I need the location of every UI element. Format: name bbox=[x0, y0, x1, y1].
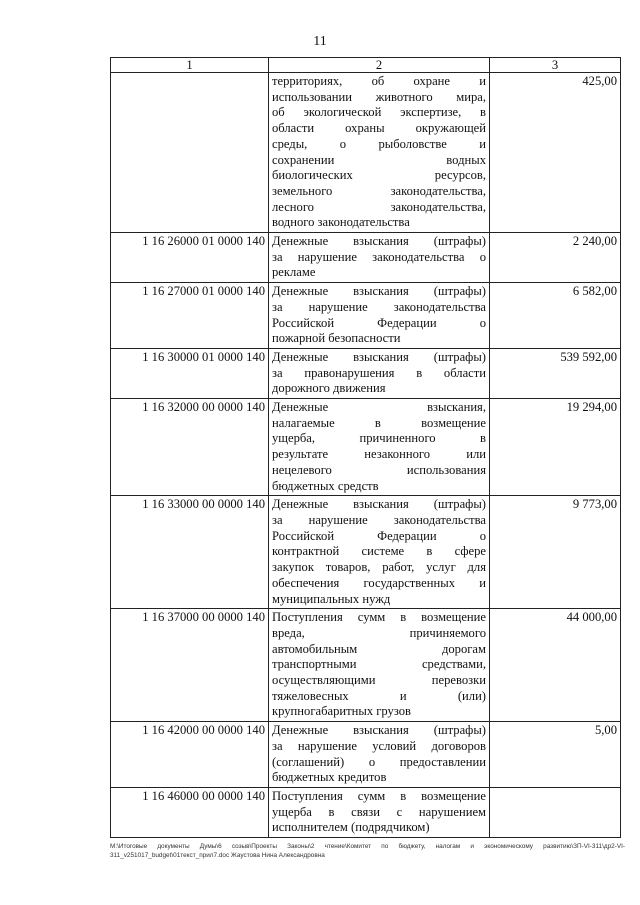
table-row bbox=[111, 399, 621, 496]
revenue-description-cell bbox=[269, 348, 490, 398]
description-line: муниципальных нужд bbox=[272, 591, 391, 606]
amount-cell: 9 773,00 bbox=[490, 496, 621, 609]
description-line: за правонарушения в области bbox=[272, 365, 486, 380]
table-row bbox=[111, 348, 621, 398]
description-line: лесного законодательства, bbox=[272, 199, 486, 214]
header-col-1: 1 bbox=[111, 58, 269, 73]
description-line: бюджетных средств bbox=[272, 478, 379, 493]
table-row bbox=[111, 787, 621, 837]
description-line: Денежные взыскания (штрафы) bbox=[272, 349, 486, 364]
description-line: биологических ресурсов, bbox=[272, 168, 486, 183]
header-col-3: 3 bbox=[490, 58, 621, 73]
description-line: дорожного движения bbox=[272, 381, 386, 396]
description-line: автомобильным дорогам bbox=[272, 641, 486, 656]
amount-cell bbox=[490, 787, 621, 837]
description-line: за нарушение законодательства о bbox=[272, 249, 486, 264]
table-row bbox=[111, 283, 621, 349]
budget-revenue-table bbox=[110, 57, 621, 838]
description-line: Денежные взыскания (штрафы) bbox=[272, 234, 486, 249]
amount-cell: 539 592,00 bbox=[490, 348, 621, 398]
table-body bbox=[111, 73, 621, 838]
description-line: области охраны окружающей bbox=[272, 121, 486, 136]
description-line: рекламе bbox=[272, 265, 316, 280]
description-line: территориях, об охране и bbox=[272, 74, 486, 88]
amount-cell: 6 582,00 bbox=[490, 283, 621, 349]
description-line: нецелевого использования bbox=[272, 462, 486, 477]
description-line: контрактной системе в сфере bbox=[272, 544, 486, 559]
description-line: бюджетных кредитов bbox=[272, 770, 387, 785]
description-line: за нарушение условий договоров bbox=[272, 738, 486, 753]
description-line: результате незаконного или bbox=[272, 447, 486, 462]
description-line: ущерба в связи с нарушением bbox=[272, 804, 486, 819]
amount-cell: 19 294,00 bbox=[490, 399, 621, 496]
header-col-2: 2 bbox=[269, 58, 490, 73]
description-line: обеспечения государственных и bbox=[272, 575, 486, 590]
amount-cell: 44 000,00 bbox=[490, 609, 621, 722]
revenue-description-cell bbox=[269, 609, 490, 722]
description-line: исполнителем (подрядчиком) bbox=[272, 820, 430, 835]
page-number: 11 bbox=[313, 34, 327, 49]
table-row bbox=[111, 496, 621, 609]
description-line: за нарушение законодательства bbox=[272, 299, 486, 314]
table-row bbox=[111, 722, 621, 788]
amount-cell: 2 240,00 bbox=[490, 233, 621, 283]
description-line: Денежные взыскания (штрафы) bbox=[272, 284, 486, 299]
description-line: крупногабаритных грузов bbox=[272, 704, 411, 719]
document-path-footer: М:\Итоговые документы Думы\6 созыв\Проекты Законы\2 чтение\Комитет по бюджету, налогам и экономическому развитию\ЗП-VI-311\др2-VI-311_v251017_budget\01текст_прил7.doc Жаустова Нина Александровна bbox=[110, 843, 625, 859]
description-line: Поступления сумм в возмещение bbox=[272, 610, 486, 625]
description-line: (соглашений) о предоставлении bbox=[272, 754, 486, 769]
revenue-description-cell bbox=[269, 722, 490, 788]
description-line: водного законодательства bbox=[272, 215, 410, 230]
revenue-code-cell: 1 16 27000 01 0000 140 bbox=[111, 283, 269, 349]
description-line: транспортными средствами, bbox=[272, 657, 486, 672]
revenue-description-cell bbox=[269, 233, 490, 283]
revenue-code-cell: 1 16 30000 01 0000 140 bbox=[111, 348, 269, 398]
description-line: Денежные взыскания (штрафы) bbox=[272, 497, 486, 512]
description-line: Поступления сумм в возмещение bbox=[272, 788, 486, 803]
description-line: об экологической экспертизе, в bbox=[272, 105, 486, 120]
description-line: Денежные взыскания, bbox=[272, 400, 486, 415]
revenue-code-cell: 1 16 26000 01 0000 140 bbox=[111, 233, 269, 283]
amount-cell: 425,00 bbox=[490, 73, 621, 233]
revenue-description-cell bbox=[269, 283, 490, 349]
table-row bbox=[111, 233, 621, 283]
revenue-description-cell bbox=[269, 496, 490, 609]
description-line: использовании животного мира, bbox=[272, 89, 486, 104]
revenue-code-cell: 1 16 42000 00 0000 140 bbox=[111, 722, 269, 788]
amount-cell: 5,00 bbox=[490, 722, 621, 788]
description-line: земельного законодательства, bbox=[272, 183, 486, 198]
description-line: вреда, причиняемого bbox=[272, 625, 486, 640]
description-line: закупок товаров, работ, услуг для bbox=[272, 560, 486, 575]
description-line: тяжеловесных и (или) bbox=[272, 688, 486, 703]
revenue-code-cell: 1 16 33000 00 0000 140 bbox=[111, 496, 269, 609]
revenue-description-cell bbox=[269, 787, 490, 837]
revenue-code-cell bbox=[111, 73, 269, 233]
revenue-code-cell: 1 16 37000 00 0000 140 bbox=[111, 609, 269, 722]
description-line: Денежные взыскания (штрафы) bbox=[272, 723, 486, 738]
description-line: сохранении водных bbox=[272, 152, 486, 167]
revenue-description-cell bbox=[269, 399, 490, 496]
description-line: Российской Федерации о bbox=[272, 528, 486, 543]
revenue-description-cell bbox=[269, 73, 490, 233]
revenue-code-cell: 1 16 32000 00 0000 140 bbox=[111, 399, 269, 496]
revenue-code-cell: 1 16 46000 00 0000 140 bbox=[111, 787, 269, 837]
description-line: осуществляющими перевозки bbox=[272, 673, 486, 688]
table-row bbox=[111, 609, 621, 722]
table-row bbox=[111, 73, 621, 233]
description-line: Российской Федерации о bbox=[272, 315, 486, 330]
description-line: пожарной безопасности bbox=[272, 331, 401, 346]
description-line: за нарушение законодательства bbox=[272, 512, 486, 527]
description-line: налагаемые в возмещение bbox=[272, 415, 486, 430]
table-header-row bbox=[111, 58, 621, 73]
description-line: среды, о рыболовстве и bbox=[272, 136, 486, 151]
description-line: ущерба, причиненного в bbox=[272, 431, 486, 446]
